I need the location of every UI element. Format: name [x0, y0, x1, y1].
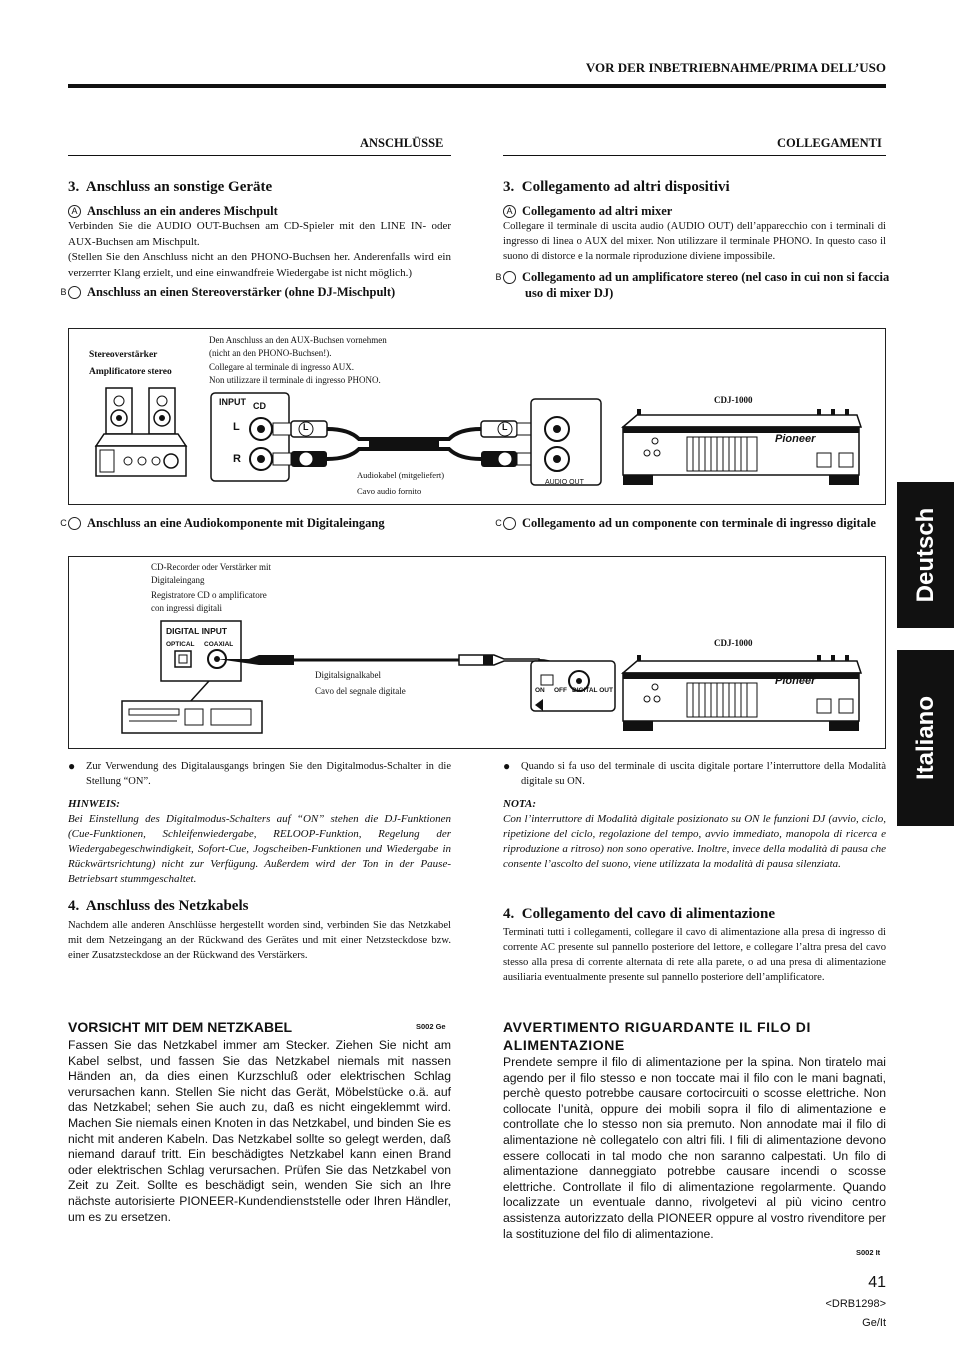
- diagram-digital: [68, 556, 886, 749]
- tab-italiano: [897, 650, 954, 826]
- page-number: 41: [868, 1274, 886, 1291]
- model-label: CDJ-1000: [714, 395, 753, 405]
- input-label: INPUT: [219, 397, 246, 407]
- left-b-title: [60, 284, 430, 300]
- left-warning-text: Fassen Sie das Netzkabel immer am Stecker. Ziehen Sie nicht am Kabel selbst, und fassen Sie das Netzkabel niemals mit nassen Händen an, da dies einen Kurzschluß oder elektrischen Schlag verursachen kann. Stellen Sie nicht das Gerät, Möbelstücke o.ä. auf das Netzkabel; sehen Sie auch zu, daß es nicht eingeklemmt wird. Machen Sie niemals einen Knoten in das Netzkabel, und binden Sie es nicht mit anderen Kabeln. Das Netzkabel sollte so gelegt werden, daß niemand darauf tritt. Ein beschädigtes Netzkabel kann einen Brand oder elektrischen Schlag verursachen. Prüfen Sie das Netzkabel von Zeit zu Zeit. Sollte es beschädigt sein, wenden Sie sich an Ihre nächste autorisierte PIONEER-Kundendienststelle oder Ihren Händler, um es zu ersetzen.: [68, 1038, 451, 1224]
- model-label: CDJ-1000: [714, 638, 753, 648]
- section-rule-left: [68, 155, 451, 156]
- pioneer-logo: Pioneer: [775, 433, 816, 445]
- right-a-title-text: Collegamento ad altri mixer: [522, 204, 673, 218]
- aux-note-it-2: Non utilizzare il terminale di ingresso PHONO.: [209, 375, 381, 385]
- recorder-de-2: Digitaleingang: [151, 575, 205, 585]
- digital-input-label: DIGITAL INPUT: [166, 626, 228, 636]
- left-a-title-text: Anschluss an ein anderes Mischpult: [87, 204, 278, 218]
- left-c-title: [60, 515, 473, 531]
- amp-label-it: Amplificatore stereo: [89, 367, 172, 377]
- marker-b-icon: B: [68, 286, 81, 299]
- diagram-stereo-amp: [68, 328, 886, 505]
- right-c-title-text: Collegamento ad un componente con terminale di ingresso digitale: [522, 516, 876, 530]
- plug-l-right: L: [502, 422, 508, 432]
- left-note-heading: HINWEIS:: [68, 798, 120, 810]
- left-note-text: Bei Einstellung des Digitalmodus-Schalters auf “ON” stehen die DJ-Funktionen (Cue-Funktionen, Schleifenwiedergabe, RELOOP-Funktion, Regelung der Wiedergabegeschwindigkeit, Sofort-Cue, Jogscheiben-Funktionen und Wiedergabe in Rückwärtsrichtung) nicht zur Verfügung. Außerdem wird der Ton in der Pause-Betriebsart stummgeschaltet.: [68, 813, 451, 885]
- header-rule: [68, 84, 886, 88]
- right-bullet-text: Quando si fa uso del terminale di uscita digitale portare l’interruttore della Modalità digitale su ON.: [521, 761, 886, 787]
- left-bullet-text: Zur Verwendung des Digitalausgangs bringen Sie den Digitalmodus-Schalter in die Stellung “ON”.: [86, 761, 451, 787]
- recorder-de-1: CD-Recorder oder Verstärker mit: [151, 562, 272, 572]
- right-warning-title: AVVERTIMENTO RIGUARDANTE IL FILO DI ALIMENTAZIONE: [503, 1019, 812, 1053]
- cd-label: CD: [253, 401, 266, 411]
- amp-l-label: L: [233, 421, 240, 433]
- digital-out-label: DIGITAL OUT: [572, 687, 613, 694]
- bullet-icon: ●: [68, 759, 76, 773]
- right-heading-3: 3. Collegamento ad altri dispositivi: [503, 179, 730, 195]
- audio-out-label: AUDIO OUT: [545, 479, 584, 486]
- lang-code: Ge/It: [862, 1317, 886, 1329]
- marker-a-icon: A: [503, 205, 516, 218]
- digital-cable-de: Digitalsignalkabel: [315, 670, 381, 680]
- optical-label: OPTICAL: [166, 641, 195, 648]
- bullet-icon: ●: [503, 759, 511, 773]
- running-header: VOR DER INBETRIEBNAHME/PRIMA DELL’USO: [585, 60, 886, 75]
- right-paragraph-4: Terminati tutti i collegamenti, collegare il cavo di alimentazione alla presa di ingresso di corrente AC presente sul pannello posteriore del lettore, e collegare l’altra presa del cavo stesso alla presa di corrente alternata di rete alla parete, o ad una presa di alimentazione ausiliaria eventualmente presente sul pannello posteriore dell’amplificatore.: [503, 927, 886, 983]
- tab-deutsch-label: Deutsch: [911, 507, 939, 603]
- recorder-it-1: Registratore CD o amplificatore: [151, 590, 267, 600]
- stereo-amp-illustration: [94, 384, 189, 484]
- right-a-title: [503, 203, 886, 219]
- aux-note-it-1: Collegare al terminale di ingresso AUX.: [209, 362, 354, 372]
- left-a-title: [68, 203, 451, 219]
- aux-note-de-2: (nicht an den PHONO-Buchsen!).: [209, 348, 332, 358]
- section-title-left: ANSCHLÜSSE: [360, 136, 444, 150]
- audio-cable-de: Audiokabel (mitgeliefert): [357, 470, 445, 480]
- amp-label-de: Stereoverstärker: [89, 350, 158, 360]
- marker-c-icon: C: [503, 517, 516, 530]
- on-label: ON: [535, 687, 545, 694]
- right-warning-code: S002 It: [856, 1248, 881, 1257]
- left-a-paragraph-1: Verbinden Sie die AUDIO OUT-Buchsen am CD-Spieler mit den LINE IN- oder AUX-Buchsen am Mischpult.: [68, 220, 451, 248]
- left-bullet: [68, 759, 451, 789]
- pioneer-logo: Pioneer: [775, 675, 816, 687]
- amp-r-label: R: [233, 453, 241, 465]
- plug-r-right: R: [502, 452, 509, 462]
- left-heading-3: 3. Anschluss an sonstige Geräte: [68, 179, 273, 195]
- marker-b-icon: B: [503, 271, 516, 284]
- off-label: OFF: [554, 687, 567, 694]
- tab-italiano-label: Italiano: [911, 695, 939, 781]
- left-warning-code: S002 Ge: [416, 1022, 446, 1031]
- marker-a-icon: A: [68, 205, 81, 218]
- left-b-title-text: Anschluss an einen Stereoverstärker (ohne DJ-Mischpult): [87, 285, 396, 299]
- marker-c-icon: C: [68, 517, 81, 530]
- recorder-it-2: con ingressi digitali: [151, 603, 222, 613]
- left-a-paragraph-2: (Stellen Sie den Anschluss nicht an den PHONO-Buchsen her. Anderenfalls wird ein verzerrter Klang erzielt, und eine einwandfreie Wiedergabe ist nicht möglich.): [68, 251, 451, 279]
- left-warning-title: VORSICHT MIT DEM NETZKABEL: [68, 1019, 292, 1035]
- right-b-title: [495, 269, 908, 301]
- right-warning-text: Prendete sempre il filo di alimentazione per la spina. Non tiratelo mai agendo per il filo stesso e non toccate mai il filo con le mani bagnati, perchè questo potrebbe causare cortocircuiti o scosse elettriche. Non collocate l’unità, oppure dei mobili sopra il filo di alimentazione e controllate che lo stesso non sia premuto. Non annodate mai il filo di alimentazione nè collegatelo con altri fili. I fili di alimentazione devono essere collocati in tal modo che non saranno calpestati. Un filo di alimentazione danneggiato potrebbe causare incendi o scosse elettriche. Controllate il filo di alimentazione regolarmente. Quando localizzate un eventuale danno, rivolgetevi al più vicino centro assistenza autorizzato della PIONEER oppure al vostro rivenditore per la sostituzione del filo di alimentazione.: [503, 1055, 886, 1241]
- right-a-paragraph: Collegare il terminale di uscita audio (AUDIO OUT) dell’apparecchio con i terminali di ingresso di linea o AUX del mixer. Non utilizzare il terminale PHONO. In questo caso il suono di distorce e la normale riproduzione diviene impossibile.: [503, 221, 886, 262]
- tab-deutsch: [897, 482, 954, 628]
- cdj-player-illustration: [617, 409, 867, 489]
- coaxial-label: COAXIAL: [204, 641, 234, 648]
- left-c-title-text: Anschluss an eine Audiokomponente mit Digitaleingang: [87, 516, 385, 530]
- section-title-right: COLLEGAMENTI: [777, 136, 882, 150]
- right-c-title: [495, 515, 908, 531]
- audio-cable-it: Cavo audio fornito: [357, 486, 422, 496]
- left-heading-4: 4. Anschluss des Netzkabels: [68, 898, 249, 914]
- section-rule-right: [503, 155, 886, 156]
- right-bullet: [503, 759, 886, 789]
- plug-l-left: L: [303, 422, 309, 432]
- right-b-title-text: Collegamento ad un amplificatore stereo (nel caso in cui non si faccia uso di mixer DJ): [522, 270, 890, 300]
- doc-code: <DRB1298>: [825, 1298, 886, 1310]
- plug-r-left: R: [303, 452, 310, 462]
- right-note-text: Con l’interruttore di Modalità digitale posizionato su ON le funzioni DJ (avvio, ciclo, ripetizione del ciclo, regolazione del tempo, avvio immediato, manopola di ricerca e riproduzione a ritroso) non sono operative. Inoltre, invece della modalità di pausa che consente l’ascolto del suono, viene utilizzata la modalità di pausa silenziata.: [503, 813, 886, 870]
- right-heading-4: 4. Collegamento del cavo di alimentazione: [503, 906, 776, 922]
- aux-note-de-1: Den Anschluss an den AUX-Buchsen vornehmen: [209, 335, 387, 345]
- digital-cable-it: Cavo del segnale digitale: [315, 686, 406, 696]
- right-note-heading: NOTA:: [503, 798, 536, 810]
- cdj-player-illustration: [617, 655, 867, 735]
- left-paragraph-4: Nachdem alle anderen Anschlüsse hergestellt worden sind, verbinden Sie das Netzkabel mit dem Netzeingang an der Rückwand des Gerätes und mit einer Netzsteckdose bzw. einer Zusatzsteckdose an der Rückwand des Verstärkers.: [68, 920, 451, 961]
